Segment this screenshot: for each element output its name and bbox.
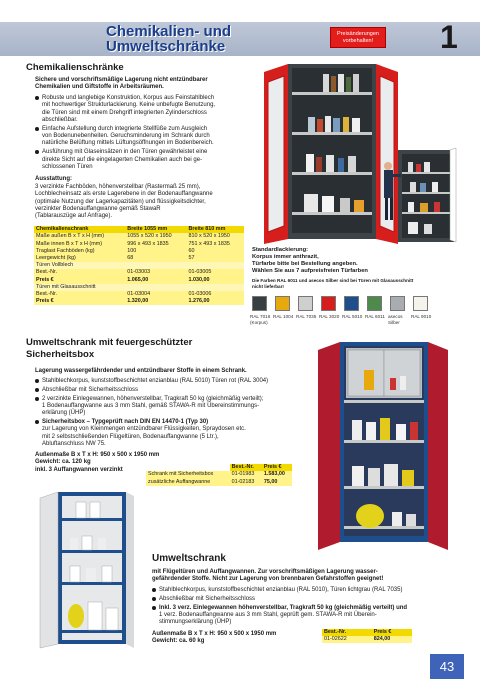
table-cell: 1.065,00 — [125, 276, 186, 283]
table-cell: Maße außen B x T x H (mm) — [34, 233, 125, 240]
bullet-dot-icon — [35, 150, 39, 154]
table-cell: 810 x 520 x 1950 — [187, 233, 244, 240]
chem-intro-line1: Sichere und vorschriftsmäßige Lagerung nicht entzündbarer — [35, 77, 208, 83]
table-row — [34, 291, 244, 298]
table-row — [146, 478, 292, 485]
chem-equipment-title: Ausstattung: — [35, 176, 72, 182]
table-header-cell: Preis € — [262, 464, 292, 471]
env-feature-list — [152, 587, 452, 628]
bullet-text-line: abschließbar. — [42, 116, 78, 123]
table-row — [34, 240, 244, 247]
environment-cabinet-illustration — [36, 490, 136, 650]
color-swatch-label — [342, 314, 362, 320]
color-swatch — [321, 296, 336, 311]
bullet-text-line: zur Lagerung von Kleinmengen entzündbarer Flüssigkeiten, Spraydosen etc. — [42, 426, 246, 433]
chem-feature-list — [35, 95, 260, 173]
color-swatch — [252, 296, 267, 311]
std-title: Standardlackierung: — [252, 247, 309, 253]
color-swatch — [367, 296, 382, 311]
color-swatch — [298, 296, 313, 311]
color-swatch-label — [411, 314, 431, 320]
table-row — [322, 636, 412, 643]
table-cell: Preis € — [34, 276, 125, 283]
swatch-label-line2: Silber — [388, 319, 400, 325]
table-row — [34, 269, 244, 276]
table-header-row — [146, 464, 292, 471]
std-line3: Wählen Sie aus 7 aufpreisfreien Türfarben — [252, 268, 368, 275]
bullet-text-line: stimmungserklärung (ÜHP) — [159, 619, 232, 626]
bullet-text-line: Abluftanschluss NW 75. — [42, 441, 106, 447]
bullet-text-line: 2 verzinkte Einlegewannen, höhenverstellbar, Tragkraft 50 kg (gleichmäßig verteilt); — [42, 395, 264, 402]
table-cell: Best.-Nr. — [34, 269, 125, 276]
bullet-item — [152, 596, 452, 603]
bullet-text-line: Einfache Aufstellung durch integrierte Stellfüße zum Ausgleich — [42, 125, 208, 132]
color-swatch-label — [365, 314, 385, 320]
table-cell: 01-02183 — [230, 478, 262, 485]
table-cell: Schrank mit Sicherheitsbox — [146, 471, 230, 478]
env-intro-line2: gefährdender Stoffe. Nicht zur Lagerung von brennbaren Gefahrstoffen geeignet! — [152, 576, 384, 583]
page-title — [106, 24, 231, 54]
price-note-line2: vorbehalten! — [342, 38, 374, 44]
table-header-cell: Preis € — [372, 629, 412, 636]
table-cell: 60 — [187, 248, 244, 255]
table-cell — [125, 262, 186, 269]
table-cell: 1.583,00 — [262, 471, 292, 478]
price-note-line1: Preisänderungen — [337, 31, 379, 37]
chem-equipment-text — [35, 184, 260, 221]
table-cell: 100 — [125, 248, 186, 255]
table-cell: Leergewicht (kg) — [34, 255, 125, 262]
table-header-row — [34, 226, 244, 233]
table-cell: Best.-Nr. — [34, 291, 125, 298]
bullet-text-line: Abschließbar mit Sicherheitsschloss — [42, 386, 139, 393]
color-swatch-label — [388, 314, 403, 325]
glass-note-line2: nicht lieferbar! — [252, 283, 284, 289]
table-row — [34, 255, 244, 262]
bullet-text-line: von Bodenunebenheiten. Geruchsminderung im Schrank durch — [42, 133, 210, 140]
env-price-table — [322, 629, 412, 643]
bullet-item — [35, 126, 260, 148]
equipment-line: (Tablarauszüge auf Anfrage). — [35, 213, 113, 220]
table-cell: 1.030,00 — [187, 276, 244, 283]
chapter-number: 1 — [440, 19, 458, 55]
bullet-text-line: mit hochwertiger Strukturlackierung. Keine unbefugte Benutzung, — [42, 102, 216, 109]
equipment-line: 3 verzinkte Fachböden, höhenverstellbar (Rastermaß 25 mm), — [35, 184, 201, 190]
bullet-text-line: natürliche Belüftung mittels Lüftungsöffnungen im Bodenbereich. — [42, 140, 214, 147]
table-row — [34, 248, 244, 255]
fire-title-line1: Umweltschrank mit feuergeschützter — [26, 337, 193, 348]
table-row — [34, 262, 244, 269]
swatch-label-line1: RAL 1004 — [273, 314, 294, 319]
fire-dims: Außenmaße B x T x H: 950 x 500 x 1950 mm — [35, 452, 160, 458]
swatch-label-line1: RAL 3020 — [319, 314, 340, 319]
table-header-cell: Best.-Nr. — [230, 464, 262, 471]
page-number: 43 — [430, 654, 464, 679]
env-intro-line1: mit Flügeltüren und Auffangwannen. Zur vorschriftsmäßigen Lagerung wasser- — [152, 569, 378, 575]
bullet-item — [152, 605, 452, 627]
env-section-title: Umweltschrank — [152, 553, 226, 564]
table-cell — [125, 284, 186, 291]
chem-intro-line2: Chemikalien und Giftstoffe in Arbeitsräumen. — [35, 84, 164, 91]
price-change-notice — [330, 27, 386, 48]
bullet-dot-icon — [35, 397, 39, 401]
fire-section-title — [26, 337, 192, 361]
fire-safety-cabinet-illustration — [312, 340, 454, 552]
swatch-label-line1: RAL 5010 — [342, 314, 363, 319]
bullet-text-line: 1 verz. Bodenauffangwanne aus 3 mm Stahl, geprüft gem. STAWA-R mit Überein- — [159, 611, 377, 618]
table-row — [34, 298, 244, 305]
equipment-line: Lochblecheinsatz als erste Lagerebene in der Bodenauffangwanne — [35, 191, 213, 198]
table-cell: Preis € — [34, 298, 125, 305]
equipment-line: verzinkter Bodenauffangwanne gemäß StawaR — [35, 205, 161, 212]
color-swatch — [275, 296, 290, 311]
bullet-dot-icon — [152, 588, 156, 592]
bullet-item — [35, 95, 260, 124]
table-cell: 68 — [125, 255, 186, 262]
table-cell: 01-01983 — [230, 471, 262, 478]
bullet-text-line: Stahlblechkorpus, kunststoffbeschichtet enzianblau (RAL 5010), Türen lichtgrau (RAL 7035) — [159, 587, 403, 593]
bullet-item — [35, 149, 260, 171]
equipment-line: (optimale Nutzung der Lagerkapazitäten) und flüssigkeitsdichter, — [35, 198, 206, 205]
standard-paint-block — [252, 247, 392, 275]
fire-incl: inkl. 3 Auffangwannen verzinkt — [35, 466, 123, 473]
table-header-cell: Breite 810 mm — [187, 226, 244, 233]
bullet-text-line: direkte Sicht auf die eingelagerten Chemikalien auch bei ge- — [42, 156, 203, 163]
bullet-dot-icon — [35, 379, 39, 383]
table-header-cell — [146, 464, 230, 471]
bullet-text-line: mit 2 selbstschließenden Flügeltüren, Bodenauffangwanne (5 Ltr.), — [42, 433, 219, 440]
bullet-dot-icon — [152, 597, 156, 601]
table-cell — [187, 262, 244, 269]
swatch-label-line1: RAL 9010 — [411, 314, 432, 319]
std-line2: Türfarbe bitte bei Bestellung angeben. — [252, 261, 358, 268]
chem-spec-table — [34, 226, 244, 305]
swatch-label-line1: RAL 6011 — [365, 314, 385, 319]
env-dims: Außenmaße B x T x H: 950 x 500 x 1950 mm — [152, 631, 277, 637]
bullet-text-line: Robuste und langlebige Konstruktion, Korpus aus Feinstahlblech — [42, 95, 215, 101]
bullet-text-line: Abschließbar mit Sicherheitsschloss — [159, 595, 256, 602]
bullet-text-line: Inkl. 3 verz. Einlegewannen höhenverstellbar, Tragkraft 50 kg (gleichmäßig verteilt) und — [159, 604, 408, 611]
table-cell: 824,00 — [372, 636, 412, 643]
table-row — [34, 284, 244, 291]
swatch-label-line1: RAL 7016 — [250, 314, 271, 319]
bullet-dot-icon — [35, 388, 39, 392]
table-header-cell: Chemikalienschrank — [34, 226, 125, 233]
table-cell: 01-03005 — [187, 269, 244, 276]
bullet-text-line: die Türen sind mit einem Drehgriff integrierten Zylinderschloss — [42, 109, 207, 116]
color-swatch-label — [273, 314, 293, 320]
color-swatch-label — [296, 314, 316, 320]
bullet-item — [152, 587, 452, 594]
fire-intro: Lagerung wassergefährdender und entzündbarer Stoffe in einem Schrank. — [35, 368, 247, 374]
bullet-item — [35, 378, 315, 385]
table-row — [34, 276, 244, 283]
bullet-text-line: 1 Bodenauffangwanne aus 3 mm Stahl, gemäß STAWA-R mit Übereinstimmungs- — [42, 402, 260, 409]
table-cell: Traglast Fachböden (kg) — [34, 248, 125, 255]
table-header-cell: Best.-Nr. — [322, 629, 372, 636]
table-cell: 57 — [187, 255, 244, 262]
swatch-label-line1: RAL 7035 — [296, 314, 317, 319]
table-cell: 75,00 — [262, 478, 292, 485]
table-cell: 1055 x 520 x 1950 — [125, 233, 186, 240]
bullet-dot-icon — [152, 606, 156, 610]
bullet-text-line: Stahlblechkorpus, kunststoffbeschichtet enzianblau (RAL 5010) Türen rot (RAL 3004) — [42, 378, 269, 384]
bullet-item — [35, 419, 315, 448]
std-line1: Korpus immer anthrazit, — [252, 254, 319, 261]
env-specs — [152, 631, 322, 646]
env-weight: Gewicht: ca. 60 kg — [152, 638, 205, 645]
table-cell: Türen mit Glasausschnitt — [34, 284, 125, 291]
env-intro — [152, 569, 442, 584]
table-cell: 996 x 493 x 1835 — [125, 240, 186, 247]
color-swatch-label — [250, 314, 270, 325]
table-row — [146, 471, 292, 478]
swatch-label-line2: (Korpus) — [250, 319, 268, 325]
bullet-text-line: erklärung (ÜHP) — [42, 410, 86, 417]
fire-weight: Gewicht: ca. 120 kg — [35, 459, 91, 466]
color-swatch — [344, 296, 359, 311]
bullet-dot-icon — [35, 127, 39, 131]
table-cell: Türen Vollblech — [34, 262, 125, 269]
fire-price-table — [146, 464, 292, 486]
color-swatch-label — [319, 314, 339, 320]
glass-door-note — [252, 278, 462, 289]
chemical-cabinet-illustration — [248, 62, 458, 246]
table-cell: 1.320,00 — [125, 298, 186, 305]
page-title-line1: Chemikalien- und — [106, 23, 232, 40]
bullet-dot-icon — [35, 96, 39, 100]
table-cell: 01-02622 — [322, 636, 372, 643]
glass-note-line1: Die Farben RAL 6011 und asecos Silber sind bei Türen mit Glasausschnitt — [252, 278, 414, 283]
bullet-text-line: Sicherheitsbox – Typgeprüft nach DIN EN 14470-1 (Typ 30) — [42, 419, 209, 426]
table-cell — [187, 284, 244, 291]
table-header-cell: Breite 1055 mm — [125, 226, 186, 233]
bullet-text-line: schlossenen Türen — [42, 163, 93, 170]
header-bar — [0, 19, 480, 56]
table-cell: 01-03004 — [125, 291, 186, 298]
chem-section-title: Chemikalienschränke — [26, 62, 124, 73]
table-row — [34, 233, 244, 240]
chem-intro — [35, 77, 260, 92]
swatch-label-line1: asecos — [388, 314, 403, 319]
bullet-dot-icon — [35, 420, 39, 424]
table-cell: 01-03003 — [125, 269, 186, 276]
table-cell: Maße innen B x T x H (mm) — [34, 240, 125, 247]
fire-feature-list — [35, 378, 315, 450]
table-cell: 1.276,00 — [187, 298, 244, 305]
bullet-item — [35, 387, 315, 394]
table-header-row — [322, 629, 412, 636]
table-cell: zusätzliche Auffangwanne — [146, 478, 230, 485]
fire-title-line2: Sicherheitsbox — [26, 349, 95, 360]
page-title-line2: Umweltschränke — [106, 38, 226, 55]
color-swatch — [390, 296, 405, 311]
bullet-item — [35, 396, 315, 418]
bullet-text-line: Ausführung mit Glaseinsätzen in den Türen gewährleistet eine — [42, 149, 208, 156]
table-cell: 751 x 493 x 1835 — [187, 240, 244, 247]
table-cell: 01-03006 — [187, 291, 244, 298]
color-swatch — [413, 296, 428, 311]
